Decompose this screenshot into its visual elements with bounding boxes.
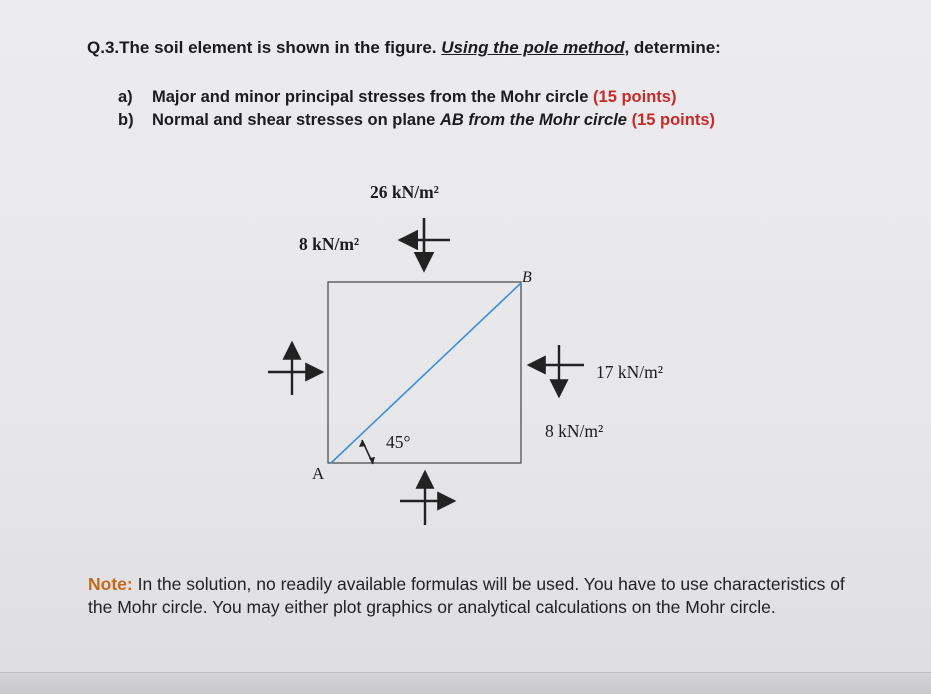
item-b-italic-text: AB from the Mohr circle — [439, 111, 627, 129]
note-label: Note: — [88, 574, 133, 594]
item-b-points: (15 points) — [631, 111, 715, 129]
angle-label: 45° — [386, 432, 411, 452]
item-a-points: (15 points) — [593, 88, 677, 106]
question-method: Using the pole method — [441, 38, 625, 57]
right-normal-label: 17 kN/m² — [596, 362, 663, 382]
note-paragraph — [88, 573, 848, 619]
item-a-letter: a) — [118, 88, 133, 106]
item-b-letter: b) — [118, 111, 134, 129]
question-suffix: , determine: — [624, 38, 721, 57]
page-bottom-edge — [0, 672, 931, 694]
angle-arc — [359, 440, 375, 464]
item-a-text: Major and minor principal stresses from the Mohr circle — [152, 88, 594, 106]
plane-ab-line — [331, 283, 521, 463]
top-normal-label: 26 kN/m² — [370, 182, 439, 202]
question-prefix: Q.3.The soil element is shown in the figure. — [87, 38, 442, 57]
note-text: In the solution, no readily available formulas will be used. You have to use characteristics of the Mohr circle. You may either plot graphics or analytical calculations on the Mohr circle. — [88, 574, 845, 617]
element-square — [328, 282, 521, 463]
point-b-label: B — [522, 269, 532, 286]
top-shear-label: 8 kN/m² — [299, 234, 360, 254]
right-shear-label: 8 kN/m² — [545, 421, 604, 441]
point-a-label: A — [312, 464, 325, 483]
item-b-text: Normal and shear stresses on plane — [152, 111, 440, 129]
